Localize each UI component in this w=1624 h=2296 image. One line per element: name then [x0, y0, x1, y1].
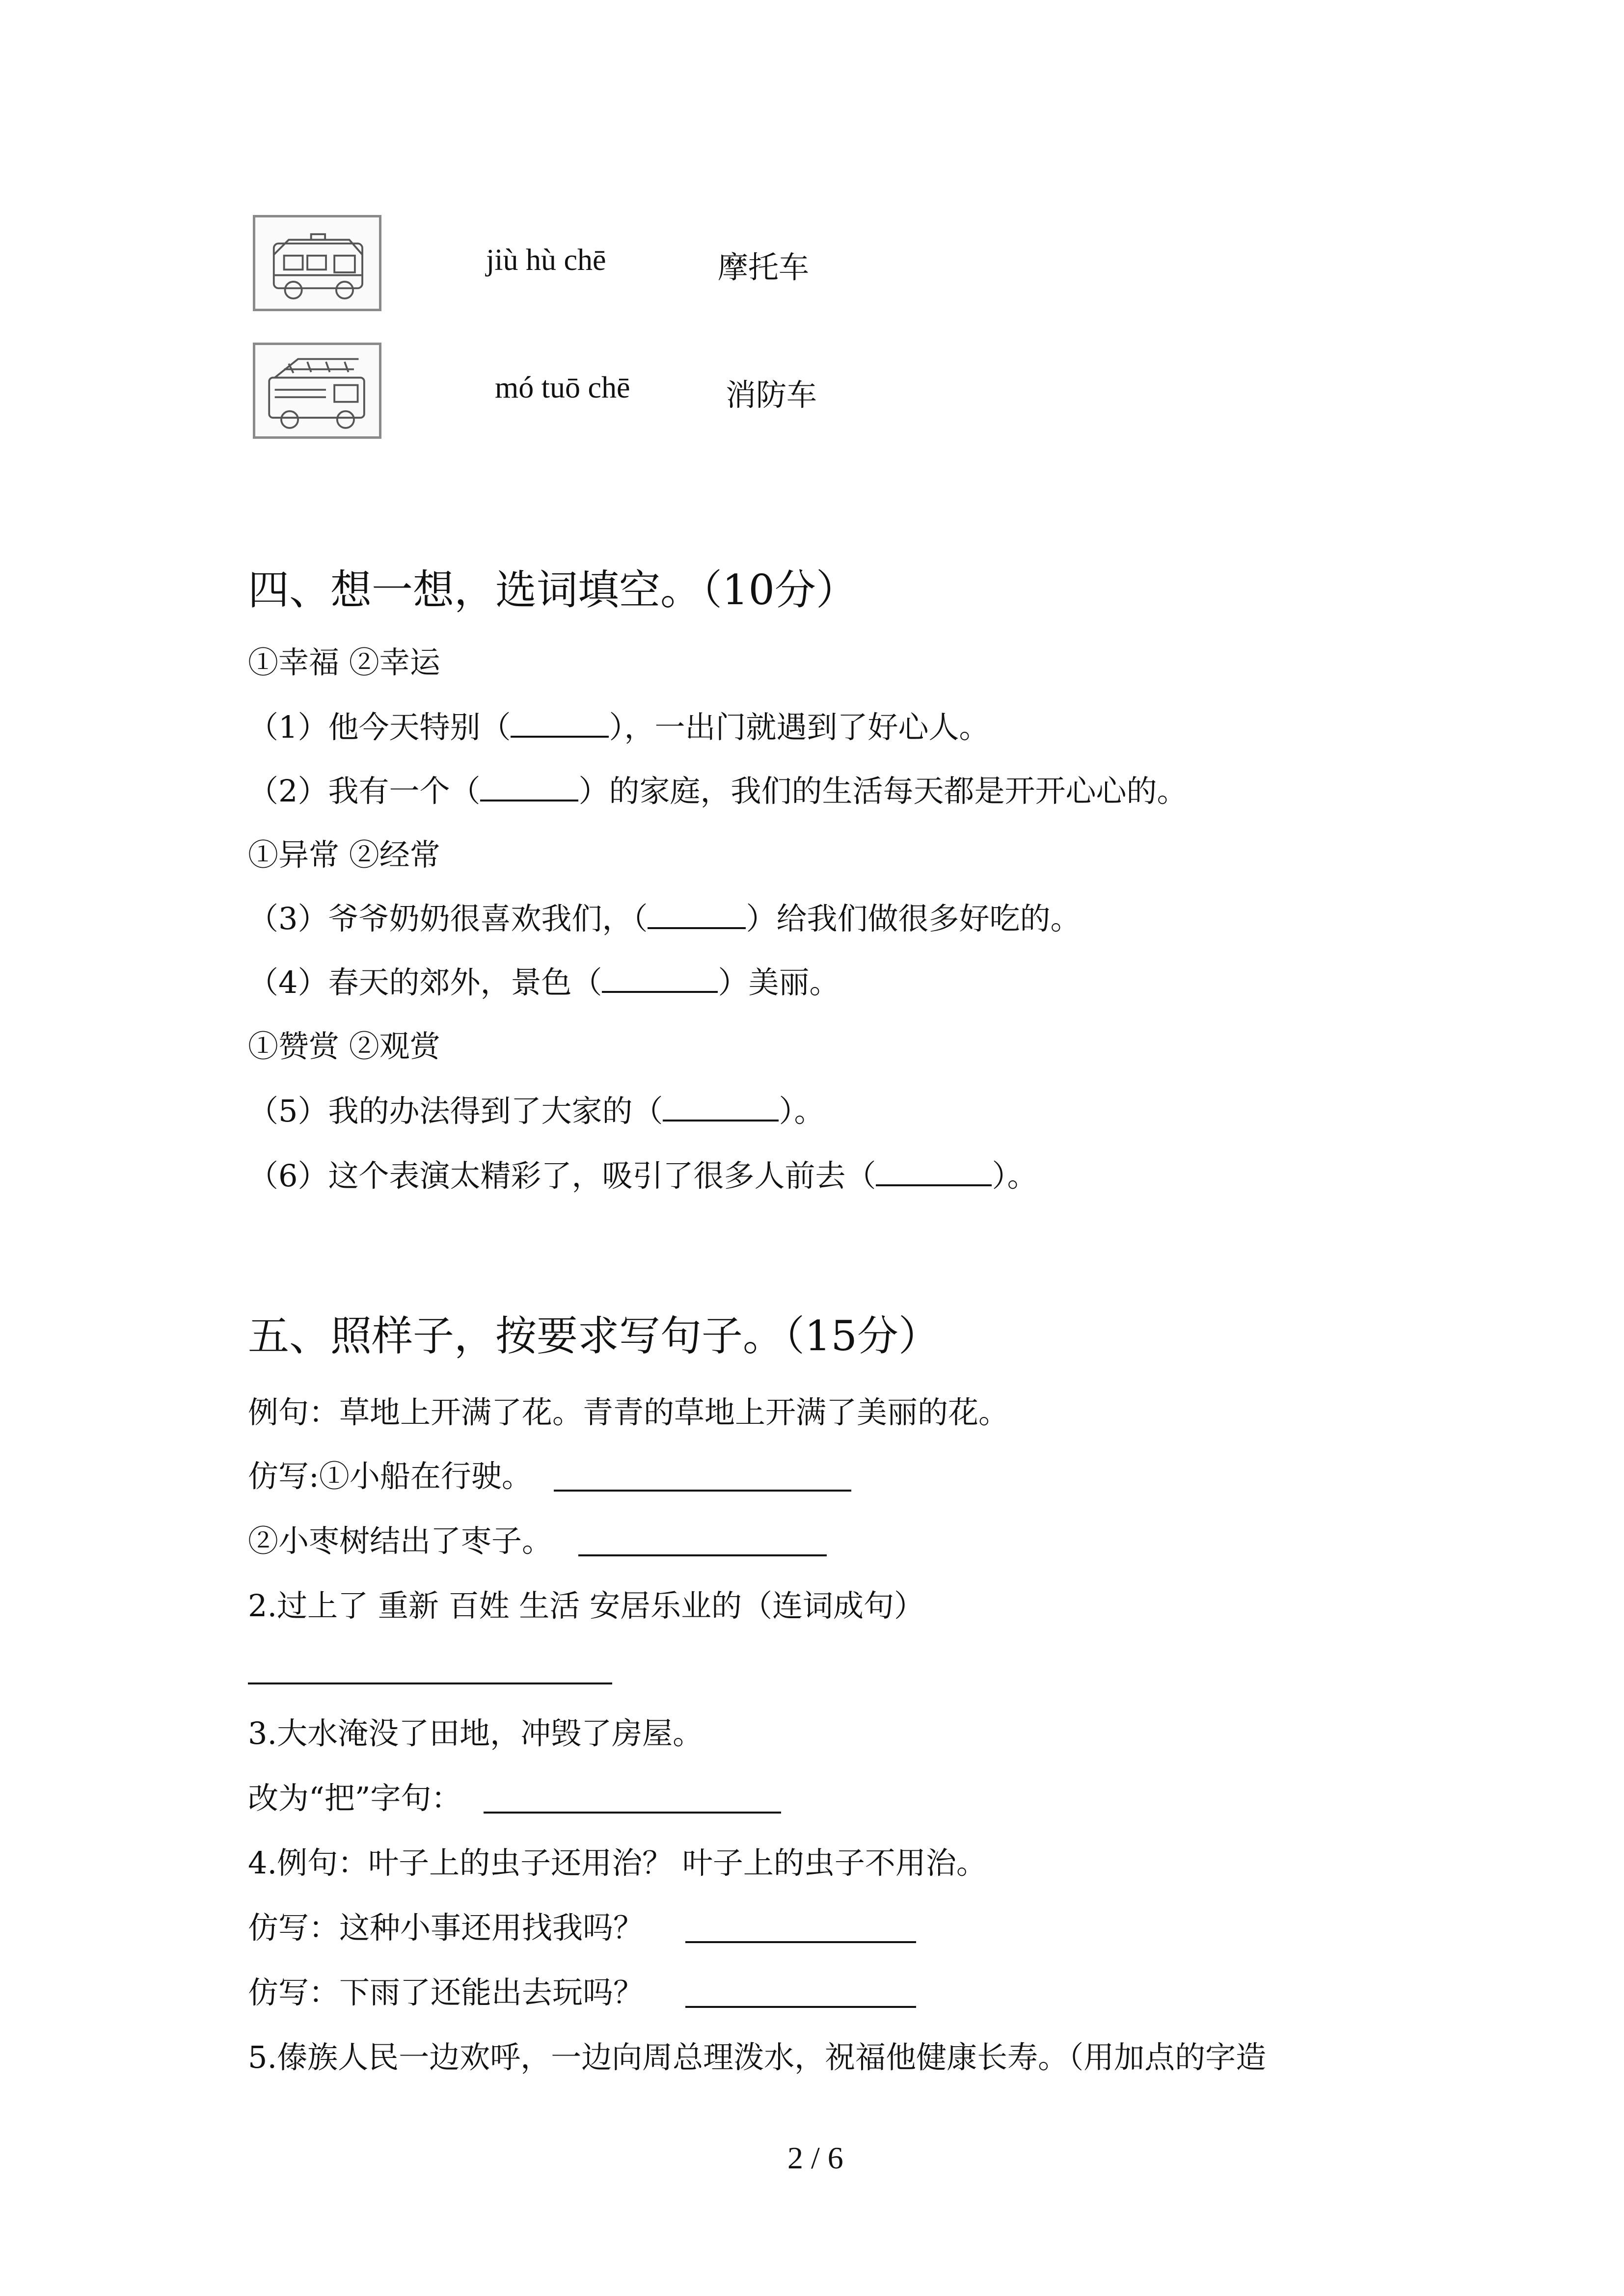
vehicle-word-1: 摩托车 [718, 249, 810, 285]
answer-line-item-4a[interactable] [685, 1941, 916, 1943]
question-1-suffix: ），一出门就遇到了好心人。 [609, 709, 990, 745]
question-4 [248, 958, 839, 1002]
question-5-prefix: （5）我的办法得到了大家的（ [248, 1093, 663, 1129]
item-4-imitate-a: 仿写：这种小事还用找我吗？ [248, 1910, 644, 1946]
answer-blank-3[interactable] [648, 897, 746, 929]
example-sentence-1: 例句：草地上开满了花。青青的草地上开满了美丽的花。 [248, 1394, 1009, 1430]
item-3-task: 改为“把”字句： [248, 1780, 462, 1816]
answer-blank-4[interactable] [602, 961, 718, 993]
item-4-prompt: 4.例句：叶子上的虫子还用治？ 叶子上的虫子不用治。 [248, 1845, 987, 1881]
question-6-prefix: （6）这个表演太精彩了，吸引了很多人前去（ [248, 1158, 876, 1194]
ambulance-icon [253, 215, 381, 311]
question-6 [248, 1151, 1037, 1195]
word-options-2: ①异常 ②经常 [248, 837, 440, 873]
item-2-prompt: 2.过上了 重新 百姓 生活 安居乐业的（连词成句） [248, 1588, 924, 1624]
question-5-suffix: ）。 [779, 1093, 825, 1129]
question-5 [248, 1087, 824, 1130]
ambulance-drawing [255, 217, 379, 309]
answer-blank-1[interactable] [511, 705, 609, 738]
question-4-prefix: （4）春天的郊外，景色（ [248, 964, 602, 1000]
answer-line-item-4b[interactable] [685, 2006, 916, 2008]
section-5-heading: 五、照样子，按要求写句子。（15分） [248, 1312, 940, 1360]
question-2-suffix: ）的家庭，我们的生活每天都是开开心心的。 [578, 773, 1188, 809]
question-6-suffix: ）。 [992, 1158, 1038, 1194]
section-4-heading: 四、想一想，选词填空。（10分） [248, 566, 857, 614]
answer-line-item-3[interactable] [484, 1812, 781, 1814]
answer-line-item-2[interactable] [248, 1682, 612, 1684]
page-number: 2 / 6 [787, 2140, 843, 2175]
item-5-prompt: 5.傣族人民一边欢呼，一边向周总理泼水，祝福他健康长寿。（用加点的字造 [248, 2039, 1267, 2075]
item-3-prompt: 3.大水淹没了田地，冲毁了房屋。 [248, 1715, 704, 1751]
question-3 [248, 894, 1081, 938]
word-options-1: ①幸福 ②幸运 [248, 644, 440, 680]
vehicle-pinyin-2: mó tuō chē [495, 371, 630, 404]
vehicle-pinyin-1: jiù hù chē [486, 243, 606, 277]
fire-truck-icon [253, 343, 381, 439]
imitate-sentence-1: 仿写:①小船在行驶。 [248, 1458, 532, 1494]
question-1-prefix: （1）他今天特别（ [248, 709, 511, 745]
answer-line-imitate-2[interactable] [578, 1554, 827, 1556]
question-2 [248, 767, 1187, 810]
item-4-imitate-b: 仿写：下雨了还能出去玩吗？ [248, 1975, 644, 2010]
word-options-3: ①赞赏 ②观赏 [248, 1028, 440, 1064]
question-4-suffix: ）美丽。 [718, 964, 840, 1000]
answer-blank-6[interactable] [876, 1154, 992, 1186]
answer-line-imitate-1[interactable] [554, 1490, 851, 1492]
answer-blank-2[interactable] [480, 769, 578, 801]
question-3-prefix: （3）爷爷奶奶很喜欢我们，（ [248, 901, 648, 936]
imitate-sentence-2: ②小枣树结出了枣子。 [248, 1523, 553, 1559]
question-2-prefix: （2）我有一个（ [248, 773, 481, 809]
vehicle-word-2: 消防车 [726, 377, 817, 413]
fire-truck-drawing [255, 345, 379, 436]
answer-blank-5[interactable] [663, 1089, 779, 1121]
question-3-suffix: ）给我们做很多好吃的。 [746, 901, 1081, 936]
question-1 [248, 703, 989, 747]
